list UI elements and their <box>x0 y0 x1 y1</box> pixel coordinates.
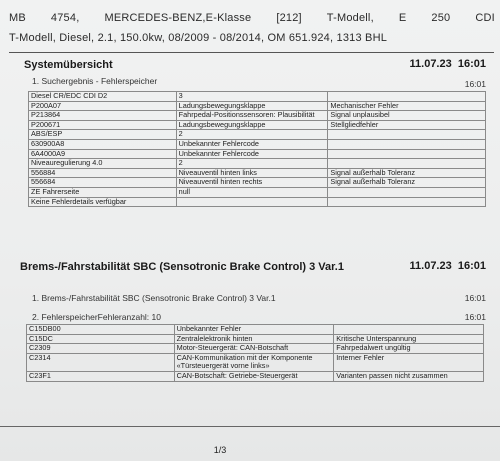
table-cell-status: Mechanischer Fehler <box>328 101 486 111</box>
table-cell-code: C2314 <box>27 353 175 371</box>
sbc-subtitle-1: 1. Brems-/Fahrstabilität SBC (Sensotronic Brake Control) 3 Var.1 <box>32 293 276 303</box>
overview-date: 11.07.23 <box>409 58 452 70</box>
table-row <box>27 353 484 371</box>
table-cell-status: Signal außerhalb Toleranz <box>328 178 486 188</box>
overview-title: Systemübersicht <box>24 59 113 71</box>
divider <box>9 52 494 53</box>
table-cell-description: Zentralelektronik hinten <box>174 334 334 344</box>
table-cell-description: Ladungsbewegungsklappe <box>176 101 328 111</box>
table-cell-status: Interner Fehler <box>334 353 484 371</box>
table-cell-status <box>328 159 486 169</box>
vehicle-body: T-Modell, <box>326 12 374 24</box>
table-cell-status <box>328 187 486 197</box>
table-cell-status: Kritische Unterspannung <box>334 334 484 344</box>
table-cell-code: Niveauregulierung 4.0 <box>29 159 177 169</box>
vehicle-type: CDI <box>475 12 495 24</box>
table-row <box>29 197 486 207</box>
overview-datetime <box>410 58 486 70</box>
table-cell-code: C15DC <box>27 334 175 344</box>
sbc-fault-table <box>26 324 484 382</box>
overview-time: 16:01 <box>457 58 486 70</box>
table-cell-status: Fahrpedalwert ungültig <box>334 344 484 354</box>
table-cell-code: P200A07 <box>29 101 177 111</box>
table-cell-description: 3 <box>176 92 328 102</box>
table-cell-status <box>334 325 484 335</box>
sbc-subtime-1: 16:01 <box>464 293 486 303</box>
table-cell-status: Signal unplausibel <box>328 111 486 121</box>
table-cell-status <box>328 92 486 102</box>
table-cell-status: Varianten passen nicht zusammen <box>334 371 484 381</box>
vehicle-header-line-2: T-Modell, Diesel, 2.1, 150.0kw, 08/2009 - 08/2014, OM 651.924, 1313 BHL <box>9 32 388 44</box>
table-row <box>29 111 486 121</box>
overview-subtime: 16:01 <box>464 79 486 89</box>
table-cell-code: ZE Fahrerseite <box>29 187 177 197</box>
table-cell-status <box>328 139 486 149</box>
vehicle-make: MB <box>9 12 26 24</box>
table-cell-description: Motor-Steuergerät: CAN-Botschaft <box>174 344 334 354</box>
table-cell-code: P213864 <box>29 111 177 121</box>
vehicle-header <box>9 8 495 48</box>
sbc-subtitle-2: 2. FehlerspeicherFehleranzahl: 10 <box>32 312 161 322</box>
overview-subtitle: 1. Suchergebnis - Fehlerspeicher <box>32 76 158 86</box>
table-cell-description: CAN-Kommunikation mit der Komponente «Türsteuergerät vorne links» <box>174 353 334 371</box>
table-cell-description: null <box>176 187 328 197</box>
table-cell-description: Niveauventil hinten links <box>176 168 328 178</box>
table-row <box>27 371 484 381</box>
vehicle-engine-size: 250 <box>431 12 451 24</box>
table-cell-code: 6A4000A9 <box>29 149 177 159</box>
table-cell-description: Ladungsbewegungsklappe <box>176 120 328 130</box>
table-cell-description: Unbekannter Fehlercode <box>176 139 328 149</box>
table-cell-code: C2309 <box>27 344 175 354</box>
table-cell-status <box>328 149 486 159</box>
table-cell-code: C23F1 <box>27 371 175 381</box>
table-cell-code: 556884 <box>29 168 177 178</box>
overview-fault-table <box>28 91 486 207</box>
table-cell-description: Unbekannter Fehlercode <box>176 149 328 159</box>
vehicle-number: 4754, <box>50 12 80 24</box>
table-cell-status: Stellgliedfehler <box>328 120 486 130</box>
table-cell-code: Diesel CR/EDC CDI D2 <box>29 92 177 102</box>
table-cell-code: P200671 <box>29 120 177 130</box>
table-row <box>29 178 486 188</box>
table-cell-code: 556684 <box>29 178 177 188</box>
page-number: 1/3 <box>213 445 227 455</box>
table-cell-code: 630900A8 <box>29 139 177 149</box>
table-row <box>27 344 484 354</box>
vehicle-letter: E <box>398 12 407 24</box>
table-cell-description: 2 <box>176 159 328 169</box>
table-row <box>29 92 486 102</box>
table-cell-description: CAN-Botschaft: Getriebe-Steuergerät <box>174 371 334 381</box>
table-cell-status: Signal außerhalb Toleranz <box>328 168 486 178</box>
table-row <box>29 187 486 197</box>
sbc-subtime-2: 16:01 <box>464 312 486 322</box>
footer-divider <box>0 426 500 427</box>
table-cell-description: Fahrpedal-Positionssensoren: Plausibilität <box>176 111 328 121</box>
sbc-time: 16:01 <box>457 260 486 272</box>
table-row <box>27 325 484 335</box>
table-cell-code: ABS/ESP <box>29 130 177 140</box>
table-cell-description <box>176 197 328 207</box>
table-cell-description: Niveauventil hinten rechts <box>176 178 328 188</box>
vehicle-brand: MERCEDES-BENZ,E-Klasse <box>104 12 252 24</box>
vehicle-header-line-1 <box>9 8 495 28</box>
sbc-title: Brems-/Fahrstabilität SBC (Sensotronic Brake Control) 3 Var.1 <box>20 261 344 273</box>
table-cell-description: 2 <box>176 130 328 140</box>
sbc-date: 11.07.23 <box>409 260 452 272</box>
table-row <box>29 139 486 149</box>
vehicle-series: [212] <box>276 12 302 24</box>
table-cell-code: C15DB00 <box>27 325 175 335</box>
sbc-datetime <box>410 260 486 272</box>
table-cell-status <box>328 197 486 207</box>
table-row <box>29 120 486 130</box>
table-cell-status <box>328 130 486 140</box>
table-cell-code: Keine Fehlerdetails verfügbar <box>29 197 177 207</box>
table-cell-description: Unbekannter Fehler <box>174 325 334 335</box>
table-row <box>29 159 486 169</box>
